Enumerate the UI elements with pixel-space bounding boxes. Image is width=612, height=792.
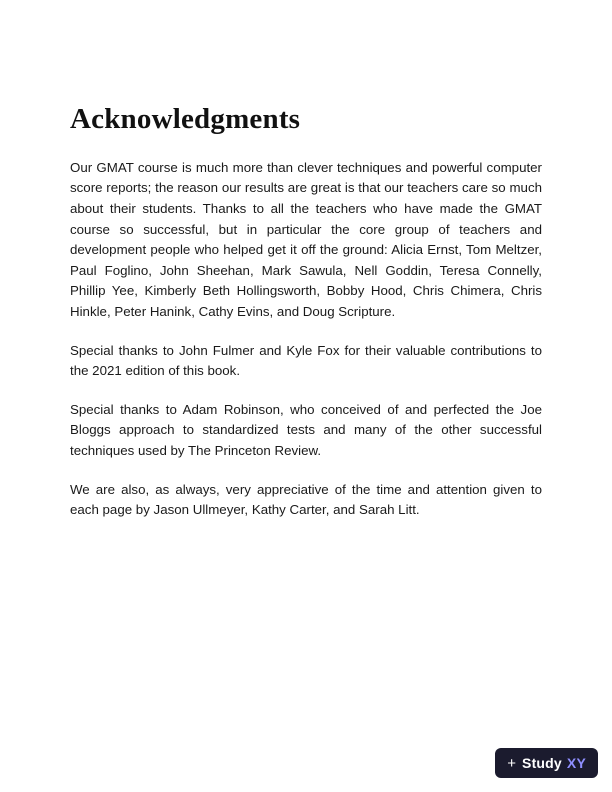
document-content [70, 104, 542, 521]
paragraph-1: Our GMAT course is much more than clever techniques and powerful computer score reports; the reason our results are great is that our teachers care so much about their students. Thanks to all the teachers who have made the GMAT course so successful, but in particular the core group of teachers and development people who helped get it off the ground: Alicia Ernst, Tom Meltzer, Paul Foglino, John Sheehan, Mark Sawula, Nell Goddin, Teresa Connelly, Phillip Yee, Kimberly Beth Hollingsworth, Bobby Hood, Chris Chimera, Chris Hinkle, Peter Hanink, Cathy Evins, and Doug Scripture. [70, 159, 542, 320]
paragraph-2: Special thanks to John Fulmer and Kyle Fox for their valuable contributions to the 2021 edition of this book. [70, 342, 542, 379]
watermark-brand-accent: XY [566, 755, 586, 771]
paragraph-4: We are also, as always, very appreciative of the time and attention given to each page by Jason Ullmeyer, Kathy Carter, and Sarah Litt. [70, 481, 542, 518]
plus-icon: + [507, 754, 517, 772]
page-title: Acknowledgments [70, 103, 301, 135]
paragraph-3: Special thanks to Adam Robinson, who conceived of and perfected the Joe Bloggs approach to standardized tests and many of the other successful techniques used by The Princeton Review. [70, 401, 542, 459]
studyxy-watermark[interactable] [495, 748, 598, 778]
watermark-brand-main: Study [522, 755, 562, 771]
